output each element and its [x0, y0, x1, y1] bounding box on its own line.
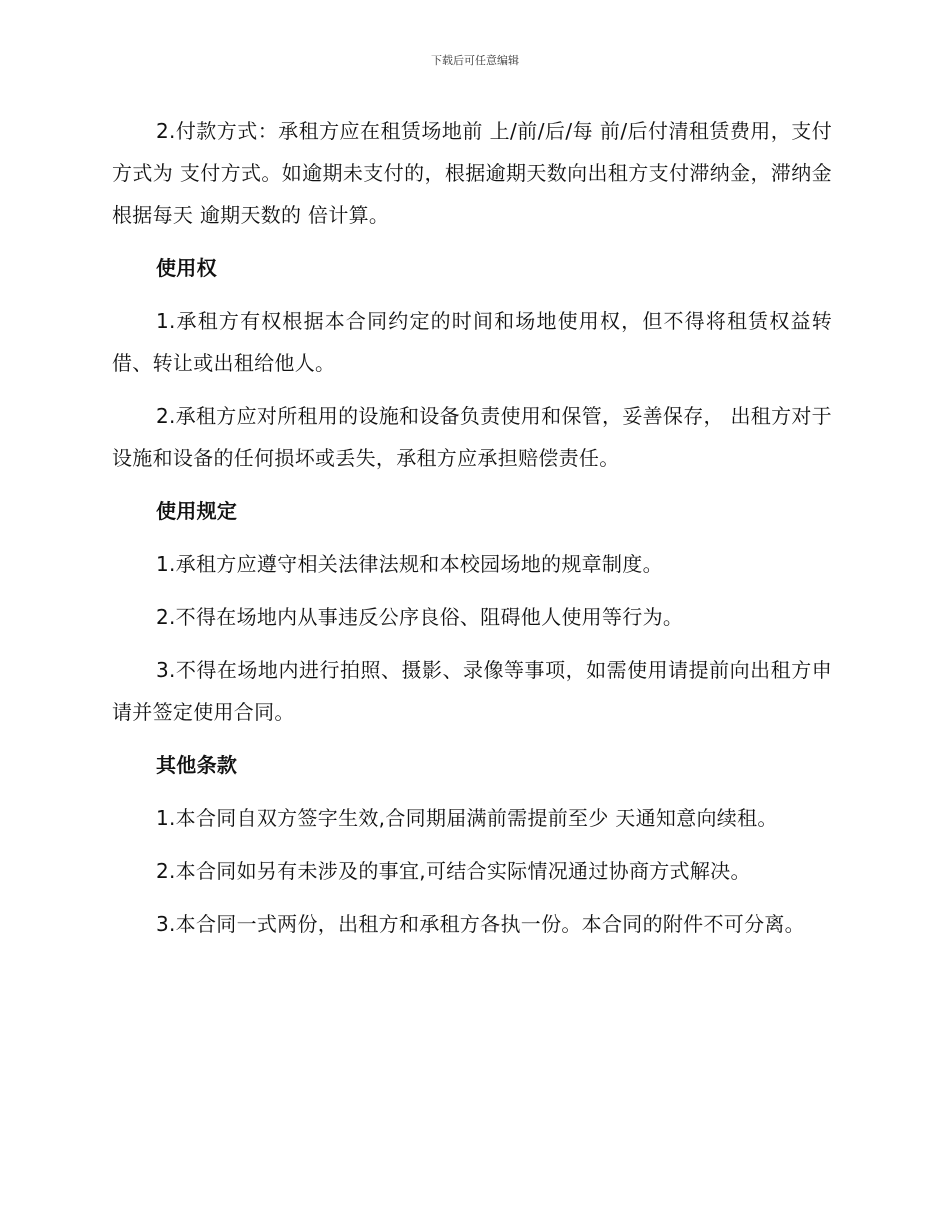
- usage-rights-clause-2: 2.承租方应对所租用的设施和设备负责使用和保管，妥善保存， 出租方对于设施和设备的任何损坏或丢失，承租方应承担赔偿责任。: [112, 404, 832, 470]
- payment-clause: 2.付款方式：承租方应在租赁场地前 上/前/后/每 前/后付清租赁费用，支付方式为 支付方式。如逾期未支付的，根据逾期天数向出租方支付滞纳金，滞纳金根据每天 逾期天数的 倍计算。: [112, 119, 832, 227]
- usage-rules-clause-1: 1.承租方应遵守相关法律法规和本校园场地的规章制度。: [156, 552, 663, 576]
- other-terms-heading: 其他条款: [156, 753, 238, 777]
- other-terms-clause-3: 3.本合同一式两份，出租方和承租方各执一份。本合同的附件不可分离。: [156, 912, 805, 936]
- other-terms-clause-2: 2.本合同如另有未涉及的事宜,可结合实际情况通过协商方式解决。: [156, 859, 751, 883]
- usage-rights-clause-1: 1.承租方有权根据本合同约定的时间和场地使用权，但不得将租赁权益转借、转让或出租给他人。: [112, 309, 832, 375]
- usage-rules-clause-3: 3.不得在场地内进行拍照、摄影、录像等事项，如需使用请提前向出租方申请并签定使用合同。: [112, 658, 832, 724]
- other-terms-clause-1: 1.本合同自双方签字生效,合同期届满前需提前至少 天通知意向续租。: [156, 806, 778, 830]
- usage-rules-heading: 使用规定: [156, 499, 238, 523]
- usage-rules-clause-2: 2.不得在场地内从事违反公序良俗、阻碍他人使用等行为。: [156, 605, 684, 629]
- page-header-note: 下载后可任意编辑: [431, 54, 519, 67]
- usage-rights-heading: 使用权: [156, 256, 217, 280]
- document-body: [112, 110, 832, 956]
